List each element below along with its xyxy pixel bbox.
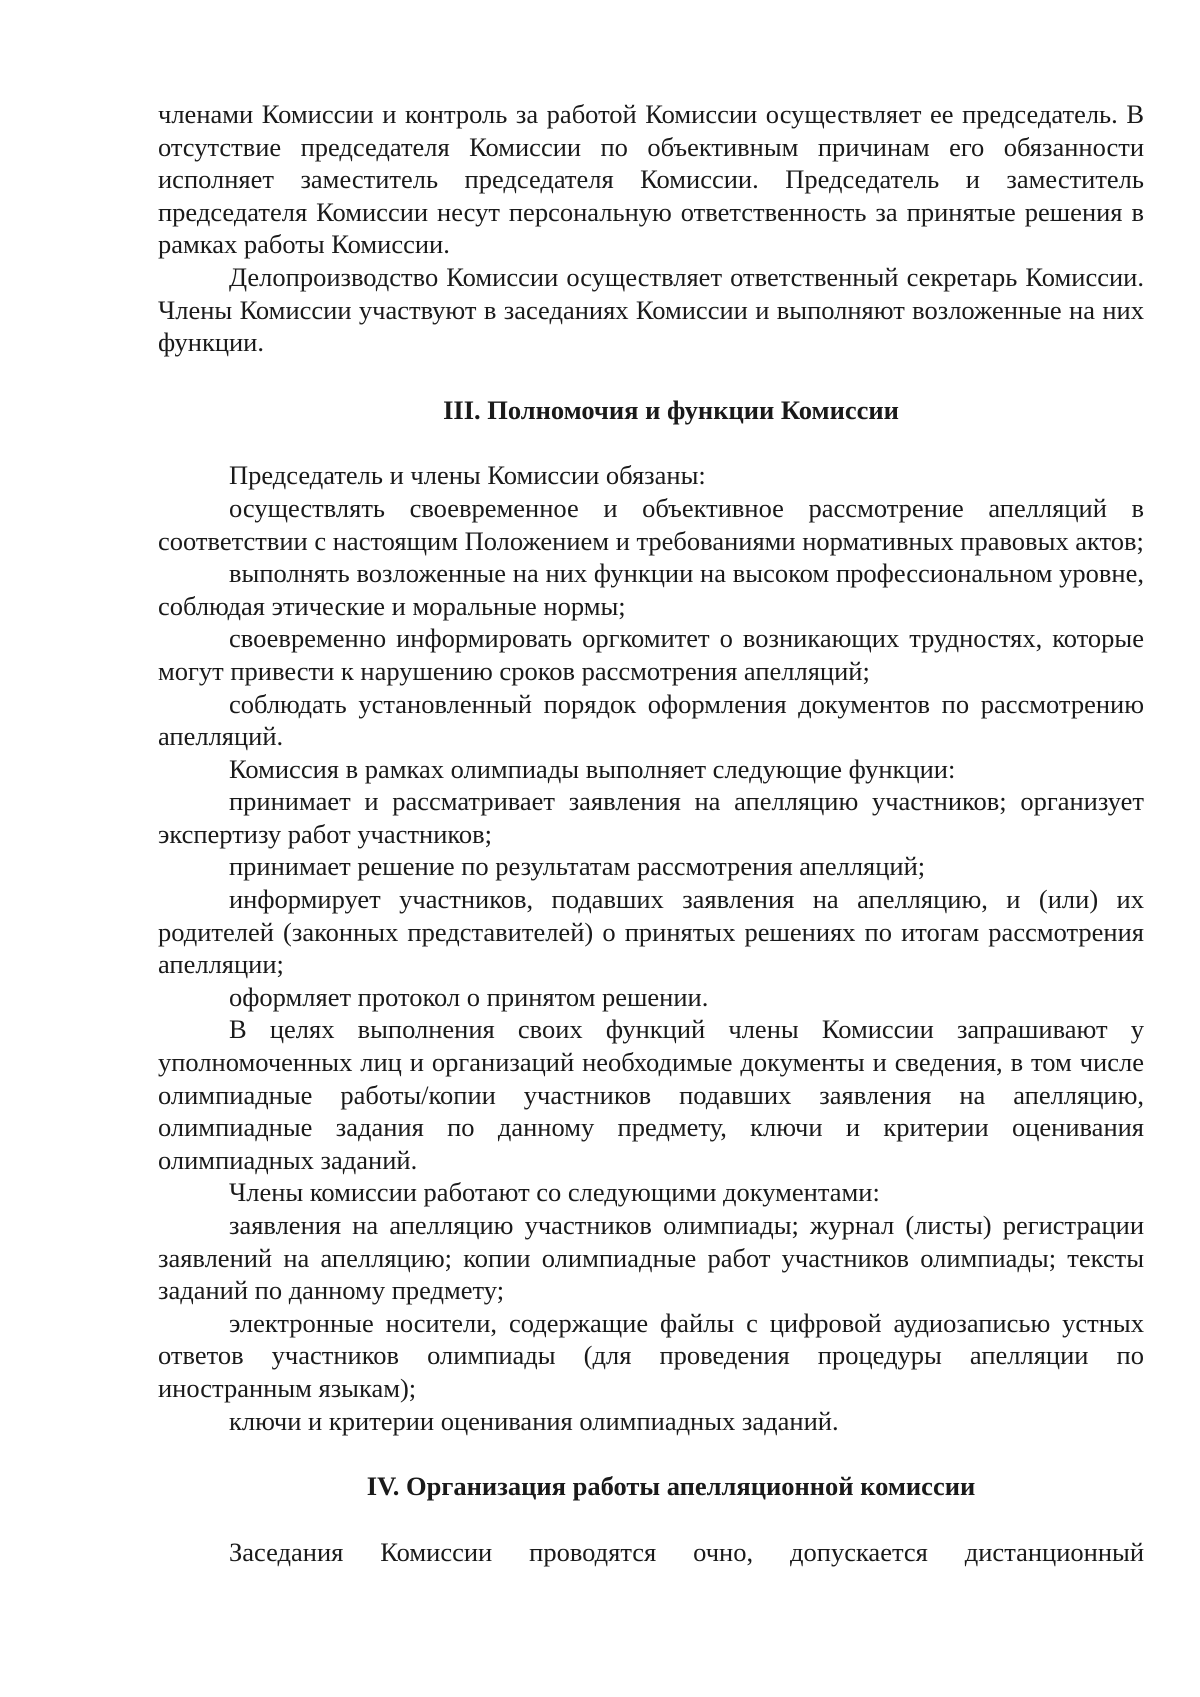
- paragraph: информирует участников, подавших заявления на апелляцию, и (или) их родителей (законных представителей) о принятых решениях по итогам рассмотрения апелляции;: [158, 884, 1144, 980]
- section-4-body: [158, 1536, 1144, 1569]
- paragraph: Комиссия в рамках олимпиады выполняет следующие функции:: [229, 753, 956, 784]
- paragraph-records: Делопроизводство Комиссии осуществляет ответственный секретарь Комиссии. Члены Комиссии участвуют в заседаниях Комиссии и выполняют возложенные на них функции.: [158, 261, 1144, 358]
- document-page: [158, 98, 1144, 1568]
- paragraph: Заседания Комиссии проводятся очно, допускается дистанционный: [229, 1536, 1144, 1567]
- section-3-heading: III. Полномочия и функции Комиссии: [443, 394, 899, 425]
- paragraph: В целях выполнения своих функций члены Комиссии запрашивают у уполномоченных лиц и организаций необходимые документы и сведения, в том числе олимпиадные работы/копии участников подавших заявления на апелляцию, олимпиадные задания по данному предмету, ключи и критерии оценивания олимпиадных заданий.: [158, 1014, 1144, 1175]
- paragraph: принимает и рассматривает заявления на апелляцию участников; организует экспертизу работ участников;: [158, 786, 1144, 849]
- paragraph-chair-duties: членами Комиссии и контроль за работой Комиссии осуществляет ее председатель. В отсутствие председателя Комиссии по объективным причинам его обязанности исполняет заместитель председателя Комиссии. Председатель и заместитель председателя Комиссии несут персональную ответственность за принятые решения в рамках работы Комиссии.: [158, 99, 1144, 260]
- paragraph: ключи и критерии оценивания олимпиадных заданий.: [229, 1405, 839, 1436]
- paragraph: Члены комиссии работают со следующими документами:: [229, 1177, 880, 1208]
- paragraph: выполнять возложенные на них функции на высоком профессиональном уровне, соблюдая этические и моральные нормы;: [158, 558, 1144, 621]
- paragraph: оформляет протокол о принятом решении.: [229, 981, 709, 1012]
- paragraph: принимает решение по результатам рассмотрения апелляций;: [229, 851, 926, 882]
- paragraph: соблюдать установленный порядок оформления документов по рассмотрению апелляций.: [158, 688, 1144, 752]
- section-4-heading: IV. Организация работы апелляционной комиссии: [366, 1471, 976, 1502]
- paragraph: осуществлять своевременное и объективное рассмотрение апелляций в соответствии с настоящим Положением и требованиями нормативных правовых актов;: [158, 492, 1144, 556]
- paragraph: своевременно информировать оргкомитет о возникающих трудностях, которые могут привести к нарушению сроков рассмотрения апелляций;: [158, 623, 1144, 686]
- paragraph: заявления на апелляцию участников олимпиады; журнал (листы) регистрации заявлений на апелляцию; копии олимпиадные работ участников олимпиады; тексты заданий по данному предмету;: [158, 1210, 1144, 1306]
- paragraph: Председатель и члены Комиссии обязаны:: [229, 460, 706, 491]
- paragraph: электронные носители, содержащие файлы с цифровой аудиозаписью устных ответов участников олимпиады (для проведения процедуры апелляции по иностранным языкам);: [158, 1307, 1144, 1403]
- section-3-body: [158, 459, 1144, 1437]
